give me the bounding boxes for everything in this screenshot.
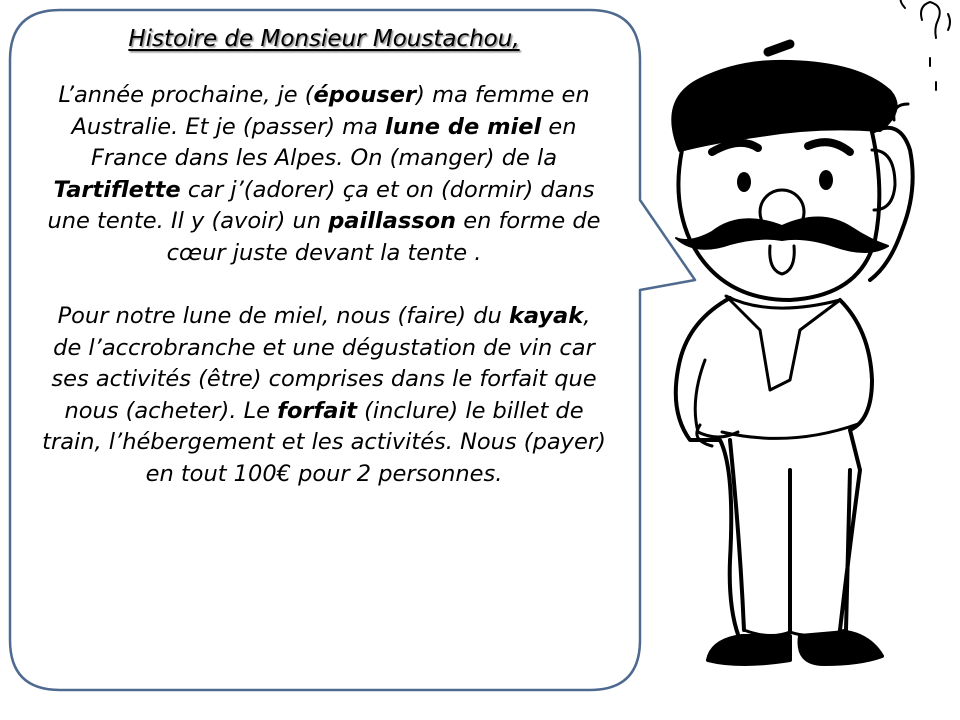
trousers [730, 440, 850, 632]
paragraph-1 [40, 80, 608, 269]
p1-bold-3: Tartiflette [53, 176, 181, 203]
left-shoe-icon [708, 636, 790, 664]
p2-text-2: , de l’accrobranche et une dégustation de vin car ses activités (être) comprises dans le forfait que nous (acheter). Le [51, 303, 597, 424]
torso [676, 298, 740, 640]
scarf-icon [726, 296, 840, 390]
p1-text-2: ) ma femme en Australie. Et je (passer) ma [71, 82, 590, 140]
p1-text-1: L’année prochaine, je ( [58, 82, 314, 108]
p1-bold-2: lune de miel [385, 113, 542, 140]
hand-on-hip [695, 360, 738, 437]
p2-text-3: (inclure) le billet de train, l’hébergement et les activités. Nous (payer) en tout 100€ pour 2 personnes. [42, 397, 606, 487]
p1-text-4: car j’(adorer) ça et on (dormir) dans une tente. Il y (avoir) un [47, 176, 595, 234]
p1-text-3: en France dans les Alpes. On (manger) de la [90, 113, 577, 171]
beret-icon [673, 44, 895, 150]
confusion-marks-icon [901, 0, 950, 90]
p2-bold-2: forfait [277, 397, 357, 424]
p1-bold-1: épouser [313, 82, 417, 108]
paragraph-2 [40, 301, 608, 490]
story-text-block [40, 24, 608, 490]
p1-text-5: en forme de cœur juste devant la tente . [166, 208, 601, 266]
mouth-icon [770, 246, 795, 274]
right-shoe-icon [800, 632, 883, 664]
p1-bold-4: paillasson [328, 208, 457, 234]
story-title: Histoire de Monsieur Moustachou, [128, 26, 520, 52]
p2-bold-1: kayak [508, 303, 584, 329]
p2-text-1: Pour notre lune de miel, nous (faire) du [57, 303, 509, 329]
